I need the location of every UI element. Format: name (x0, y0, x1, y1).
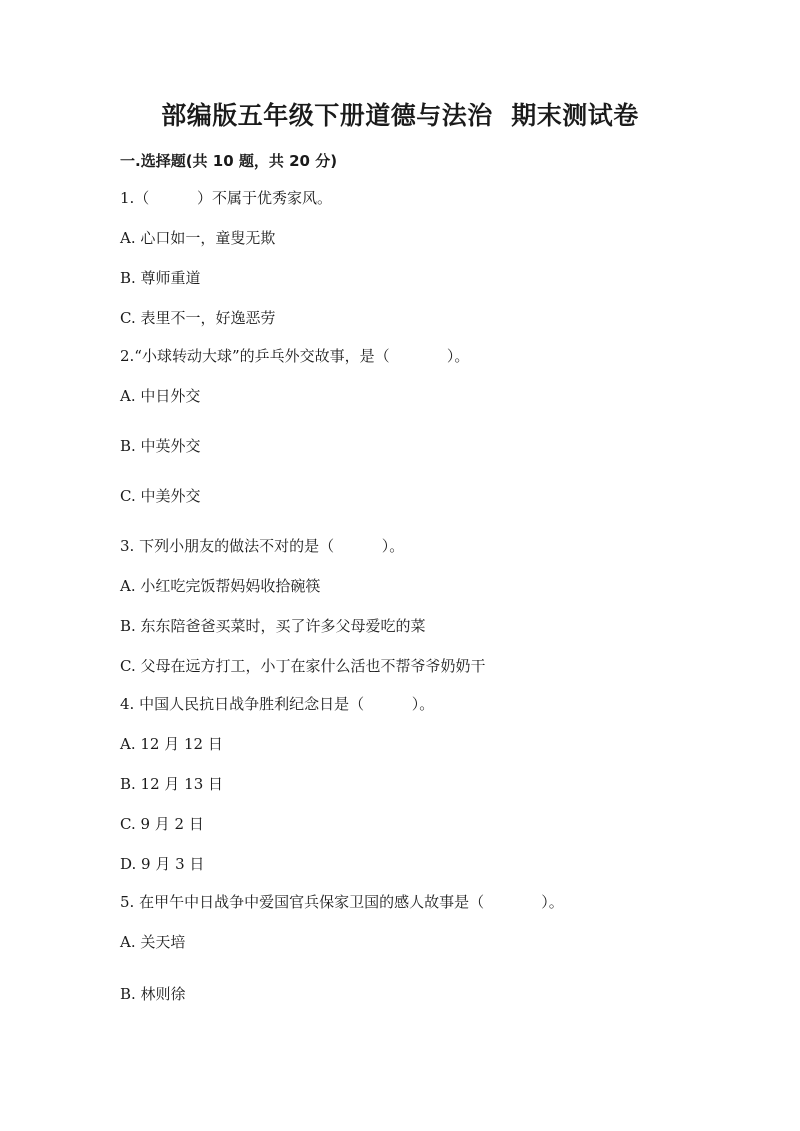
question-5-stem: 5. 在甲午中日战争中爱国官兵保家卫国的感人故事是（ ）。 (120, 893, 564, 911)
question-1-option-a: A. 心口如一，童叟无欺 (120, 229, 276, 247)
document-title: 部编版五年级下册道德与法治 期末测试卷 (161, 101, 639, 130)
question-4-option-d: D. 9 月 3 日 (120, 855, 205, 873)
question-2-option-b: B. 中英外交 (120, 437, 201, 455)
question-3-option-c: C. 父母在远方打工，小丁在家什么活也不帮爷爷奶奶干 (120, 657, 486, 675)
question-3-option-a: A. 小红吃完饭帮妈妈收拾碗筷 (120, 577, 321, 595)
question-3-stem: 3. 下列小朋友的做法不对的是（ ）。 (120, 537, 405, 555)
question-2-option-c: C. 中美外交 (120, 487, 201, 505)
question-4-stem: 4. 中国人民抗日战争胜利纪念日是（ ）。 (120, 695, 435, 713)
question-1-stem: 1.（ ）不属于优秀家风。 (120, 189, 332, 207)
question-1-option-c: C. 表里不一，好逸恶劳 (120, 309, 276, 327)
question-3-option-b: B. 东东陪爸爸买菜时，买了许多父母爱吃的菜 (120, 617, 426, 635)
question-2-option-a: A. 中日外交 (120, 387, 201, 405)
section-heading: 一.选择题(共 10 题，共 20 分) (120, 152, 338, 170)
question-4-option-a: A. 12 月 12 日 (120, 735, 223, 753)
question-5-option-a: A. 关天培 (120, 933, 186, 951)
question-4-option-c: C. 9 月 2 日 (120, 815, 204, 833)
question-1-option-b: B. 尊师重道 (120, 269, 201, 287)
question-2-stem: 2.“小球转动大球”的乒乓外交故事，是（ ）。 (120, 347, 470, 365)
question-5-option-b: B. 林则徐 (120, 985, 186, 1003)
question-4-option-b: B. 12 月 13 日 (120, 775, 224, 793)
